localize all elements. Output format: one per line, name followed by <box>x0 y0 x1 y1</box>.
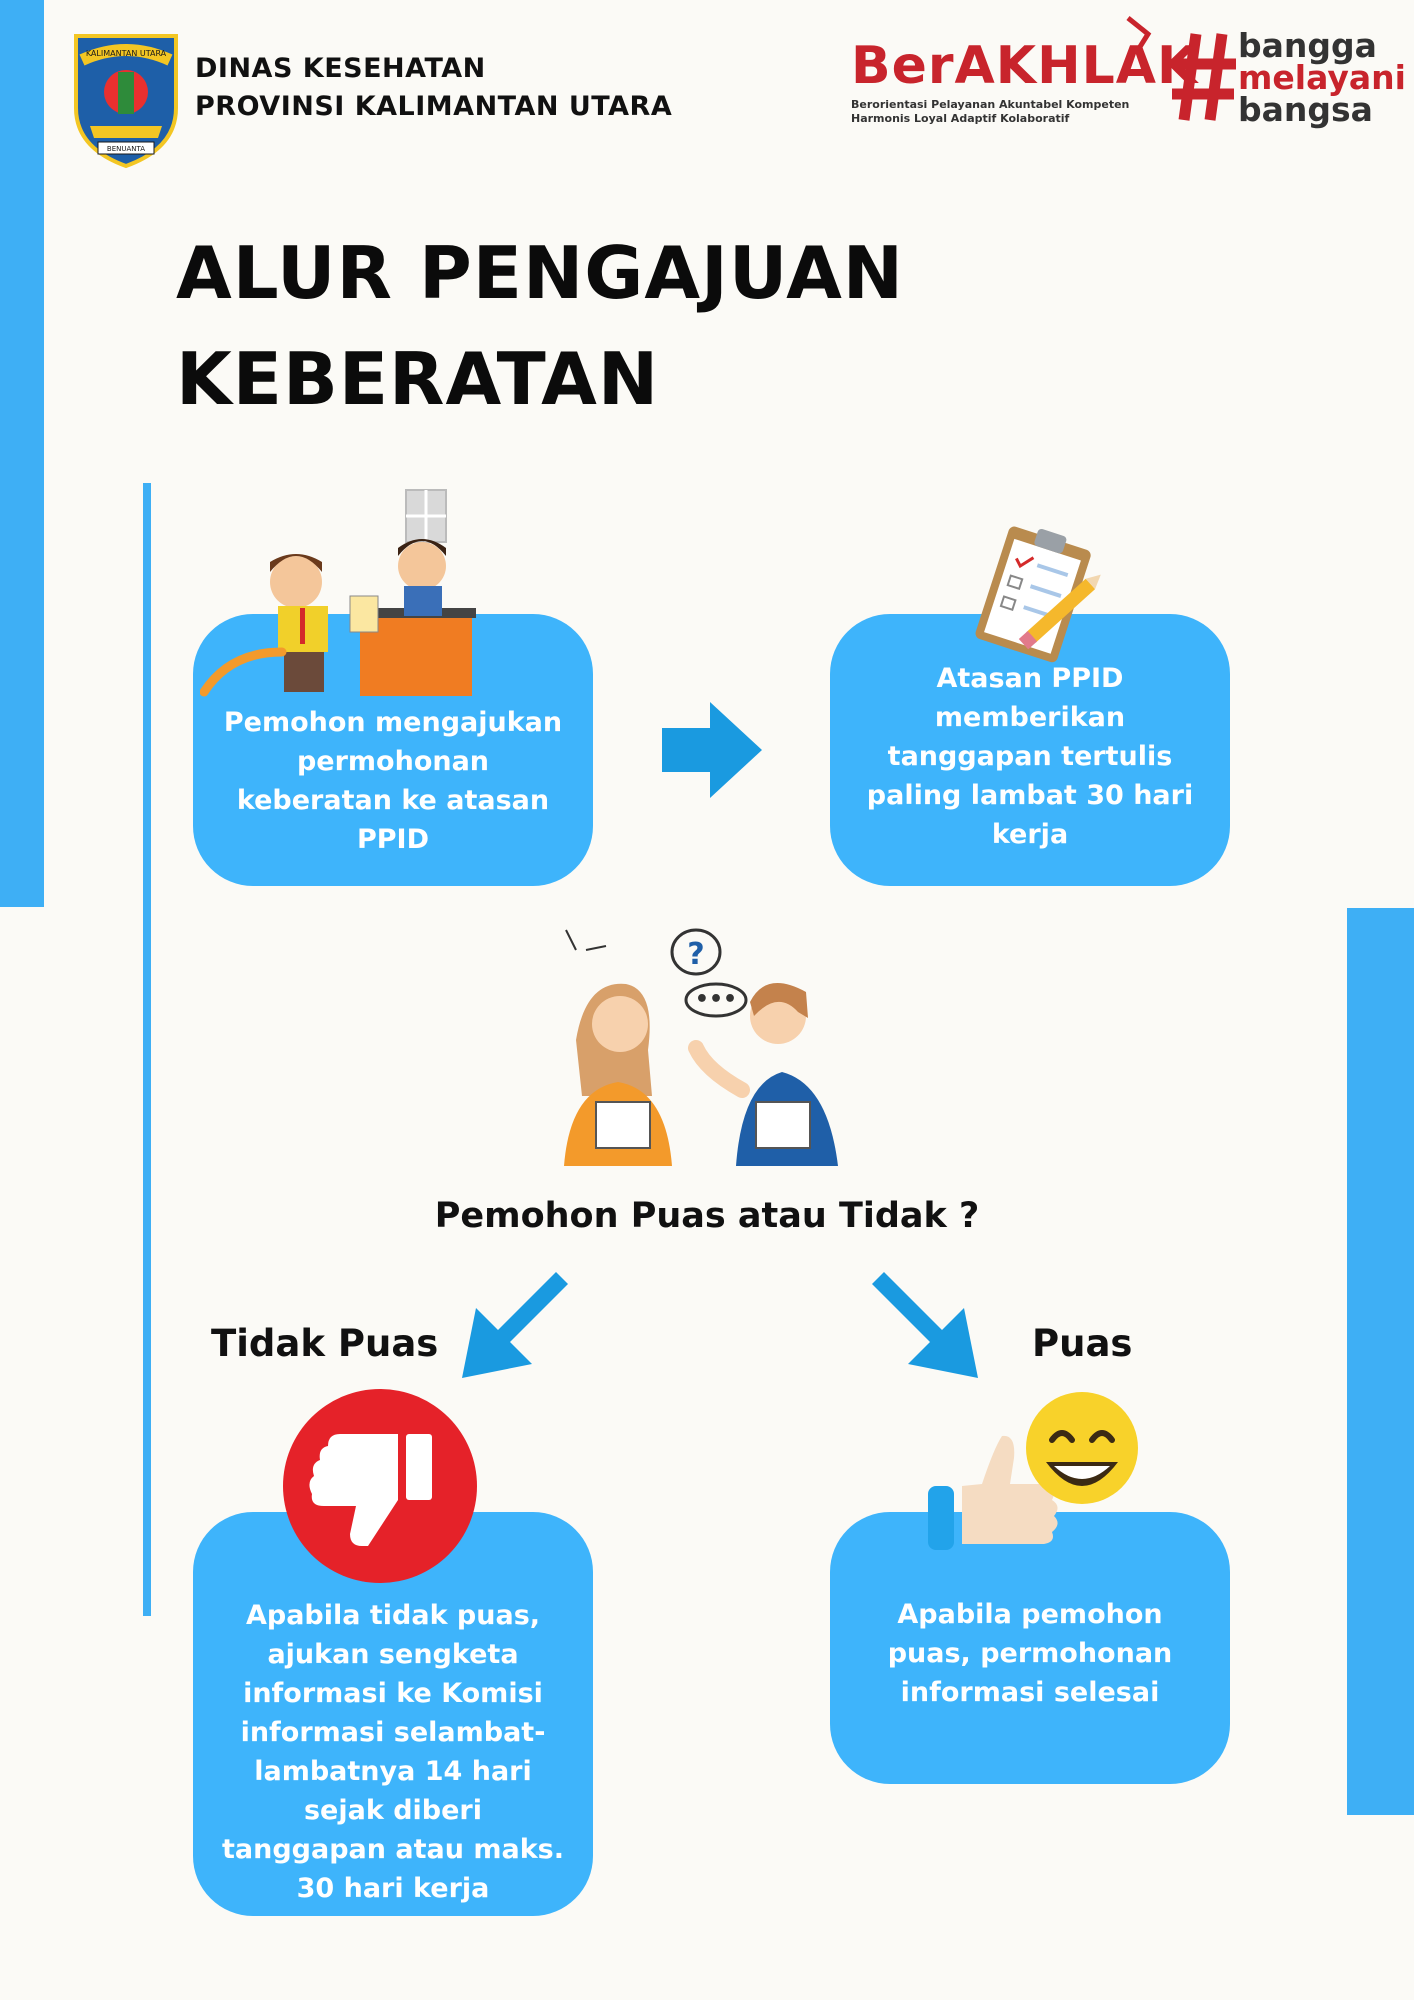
title-line-1: ALUR PENGAJUAN <box>176 231 905 315</box>
svg-text:KALIMANTAN UTARA: KALIMANTAN UTARA <box>85 49 167 58</box>
bangga-line-2: melayani <box>1238 58 1406 97</box>
puas-text: Apabila pemohon puas, permohonan informasi selesai <box>887 1598 1173 1708</box>
clipboard-icon <box>960 520 1110 670</box>
step-1-text: Pemohon mengajukan permohonan keberatan ke atasan PPID <box>223 707 563 855</box>
hashtag-icon <box>1172 30 1238 124</box>
svg-text:BENUANTA: BENUANTA <box>106 145 146 153</box>
conversation-icon <box>556 920 856 1166</box>
thumbs-down-icon <box>282 1388 478 1584</box>
arrow-down-left-icon <box>460 1270 570 1380</box>
bangga-line-1: bangga <box>1238 26 1377 65</box>
question-text: Pemohon Puas atau Tidak ? <box>434 1196 980 1236</box>
title-line-2: KEBERATAN <box>176 337 660 421</box>
berakhlak-sub-1: Berorientasi Pelayanan Akuntabel Kompeten <box>851 98 1130 111</box>
org-line-1: DINAS KESEHATAN <box>195 53 486 84</box>
timeline-line <box>143 483 151 1616</box>
berakhlak-subtitle <box>851 98 1129 126</box>
left-accent-bar <box>0 0 44 907</box>
bangga-line-3: bangsa <box>1238 90 1373 129</box>
arrow-right-icon <box>660 700 764 800</box>
step-2-text: Atasan PPID memberikan tanggapan tertulis paling lambat 30 hari kerja <box>866 662 1194 850</box>
svg-text:•••: ••• <box>694 987 738 1012</box>
thumbs-up-smile-icon <box>922 1388 1142 1554</box>
org-line-2: PROVINSI KALIMANTAN UTARA <box>195 91 673 122</box>
tidak-puas-label: Tidak Puas <box>211 1322 439 1365</box>
bangga-melayani-bangsa <box>1238 26 1406 129</box>
right-accent-bar <box>1347 908 1414 1815</box>
arrow-down-right-icon <box>870 1270 980 1380</box>
berakhlak-sub-2: Harmonis Loyal Adaptif Kolaboratif <box>851 112 1070 125</box>
org-name <box>195 50 672 126</box>
page-title <box>176 220 904 432</box>
berakhlak-logo: BerAKHLAK <box>851 36 1199 96</box>
puas-label: Puas <box>1032 1322 1133 1365</box>
office-meeting-icon <box>200 486 480 706</box>
svg-text:?: ? <box>687 937 705 972</box>
emblem-icon <box>70 30 182 170</box>
tidak-puas-text: Apabila tidak puas, ajukan sengketa informasi ke Komisi informasi selambat-lambatnya 14 hari sejak diberi tanggapan atau maks. 30 hari kerja <box>222 1600 564 1904</box>
logo-chevron-icon <box>1124 14 1154 54</box>
